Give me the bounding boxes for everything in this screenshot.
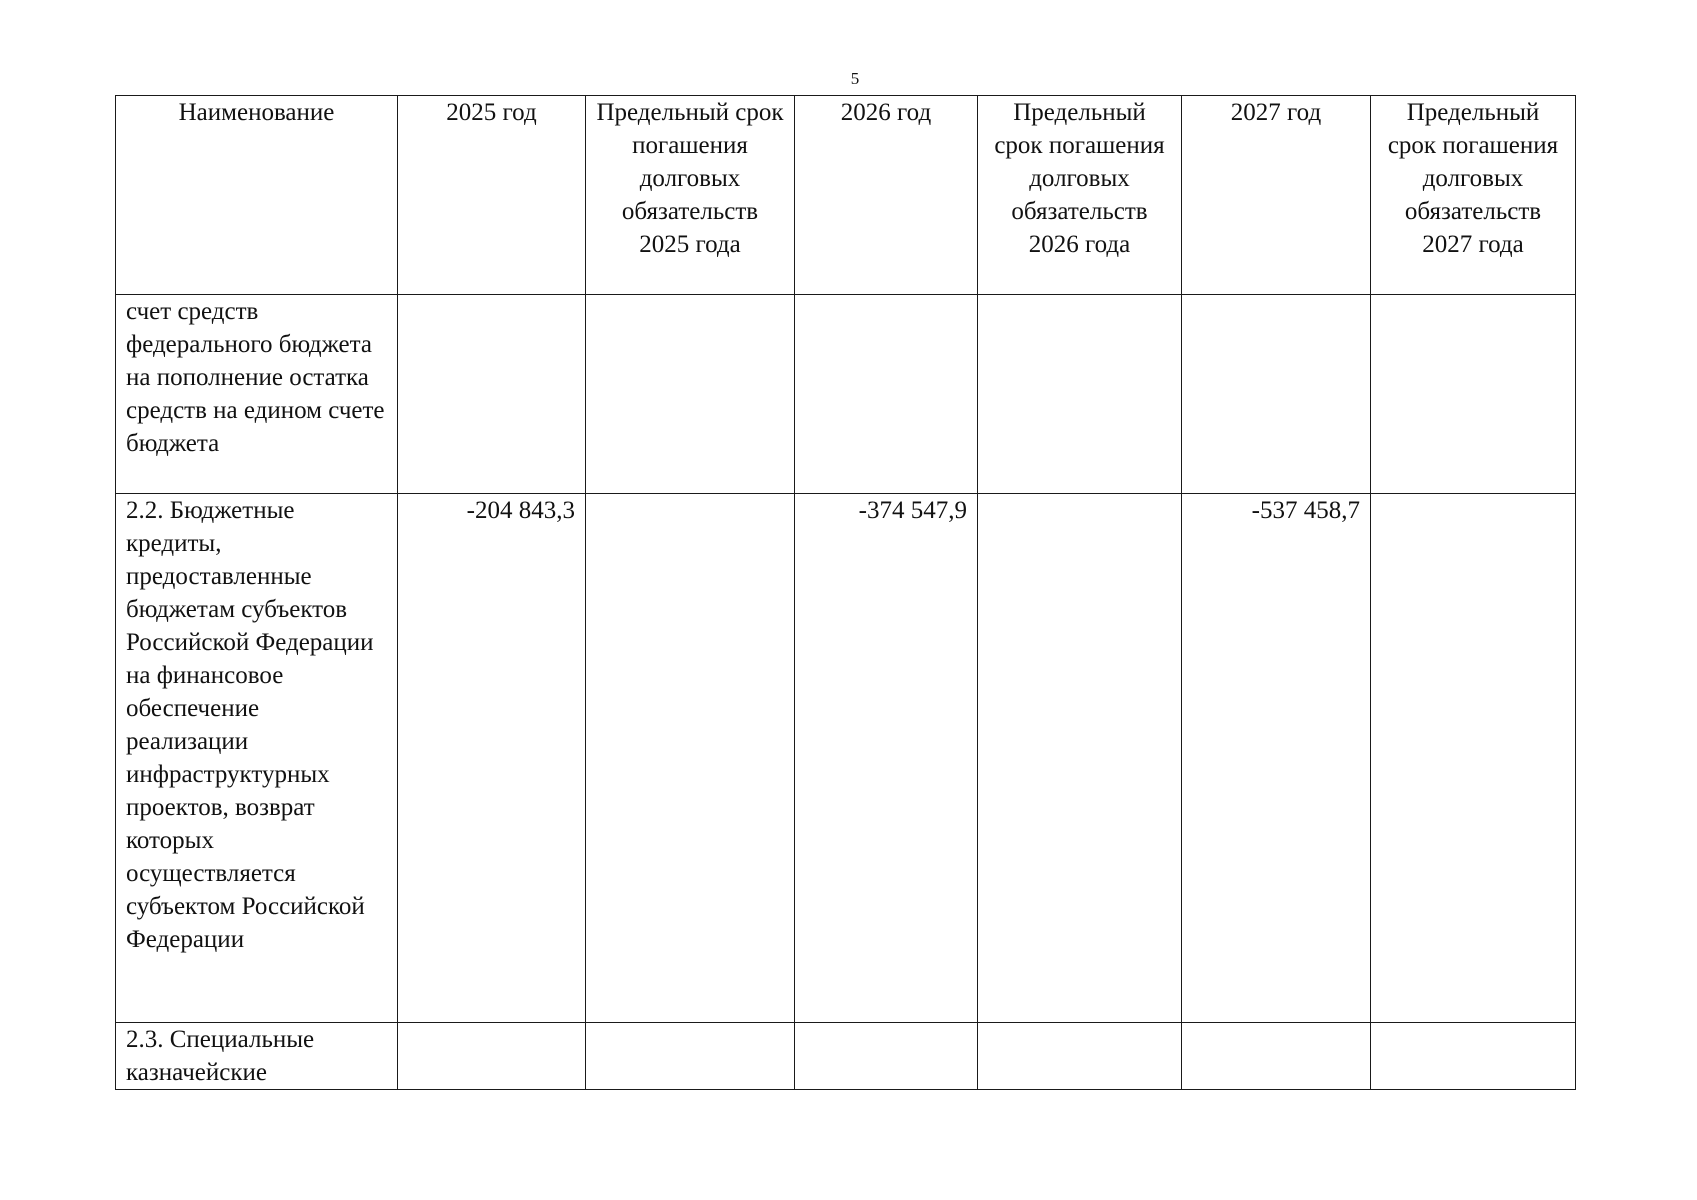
table-header-row <box>116 96 1576 295</box>
row-name-cell: 2.3. Специальные казначейские <box>116 1023 398 1090</box>
value-2025-cell <box>398 1023 586 1090</box>
value-2026-cell <box>795 1023 978 1090</box>
header-2027: 2027 год <box>1182 96 1371 295</box>
value-2026-cell <box>795 295 978 494</box>
value-2027-cell: -537 458,7 <box>1182 494 1371 1023</box>
header-2025: 2025 год <box>398 96 586 295</box>
header-term-2025: Предельный срок погашения долговых обязательств 2025 года <box>586 96 795 295</box>
term-2026-cell <box>978 494 1182 1023</box>
header-term-2027: Предельный срок погашения долговых обязательств 2027 года <box>1371 96 1576 295</box>
value-2025-cell: -204 843,3 <box>398 494 586 1023</box>
term-2025-cell <box>586 1023 795 1090</box>
row-name-cell: 2.2. Бюджетные кредиты, предоставленные бюджетам субъектов Российской Федерации на финансовое обеспечение реализации инфраструктурных проектов, возврат которых осуществляется субъектом Российской Федерации <box>116 494 398 1023</box>
term-2025-cell <box>586 494 795 1023</box>
value-2025-cell <box>398 295 586 494</box>
table-row <box>116 494 1576 1023</box>
header-name: Наименование <box>116 96 398 295</box>
table-row <box>116 295 1576 494</box>
budget-table <box>115 95 1576 1090</box>
value-2027-cell <box>1182 295 1371 494</box>
header-term-2026: Предельный срок погашения долговых обязательств 2026 года <box>978 96 1182 295</box>
page-number: 5 <box>850 69 860 88</box>
table-row <box>116 1023 1576 1090</box>
row-name-cell: счет средств федерального бюджета на пополнение остатка средств на едином счете бюджета <box>116 295 398 494</box>
value-2027-cell <box>1182 1023 1371 1090</box>
term-2027-cell <box>1371 494 1576 1023</box>
term-2026-cell <box>978 1023 1182 1090</box>
term-2026-cell <box>978 295 1182 494</box>
term-2027-cell <box>1371 295 1576 494</box>
header-2026: 2026 год <box>795 96 978 295</box>
term-2025-cell <box>586 295 795 494</box>
value-2026-cell: -374 547,9 <box>795 494 978 1023</box>
term-2027-cell <box>1371 1023 1576 1090</box>
